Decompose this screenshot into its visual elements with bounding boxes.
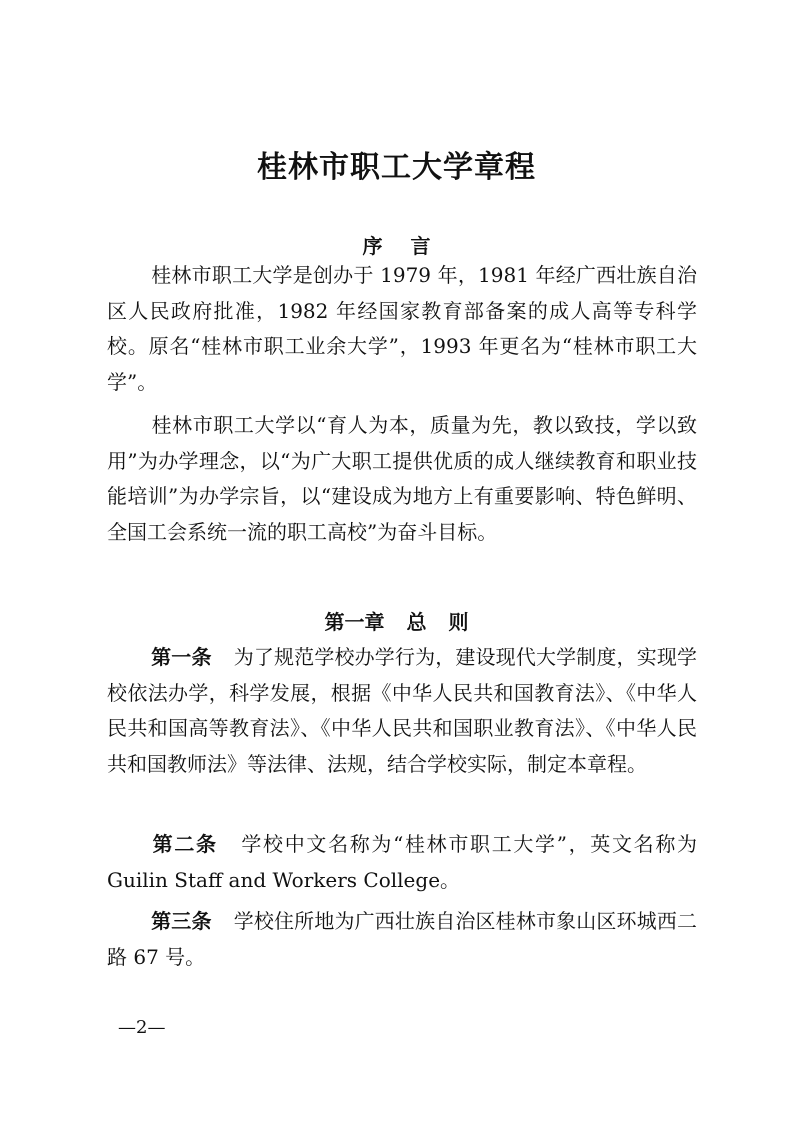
article-1-label: 第一条 [151,645,212,669]
preface-paragraph-2 [107,408,697,550]
preface-paragraph-1 [107,258,697,400]
preface-heading-char-1: 序 [362,234,383,258]
article-1 [107,640,697,782]
preface-heading-char-2: 言 [410,234,431,258]
chapter-1-title-char-2: 则 [448,610,469,634]
preface-heading [0,230,793,259]
preface-paragraph-1-text: 桂林市职工大学是创办于 1979 年，1981 年经广西壮族自治区人民政府批准，1982 年经国家教育部备案的成人高等专科学校。原名“桂林市职工业余大学”，1993 年更名为“桂林市职工大学”。 [107,263,697,394]
article-3-label: 第三条 [151,909,212,933]
article-1-text: 为了规范学校办学行为，建设现代大学制度，实现学校依法办学，科学发展，根据《中华人民共和国教育法》、《中华人民共和国高等教育法》、《中华人民共和国职业教育法》、《中华人民共和国教师法》等法律、法规，结合学校实际，制定本章程。 [107,645,698,776]
article-2 [107,827,697,898]
chapter-1-number: 第一章 [324,610,385,634]
article-3 [107,904,697,975]
article-2-label: 第二条 [151,832,218,856]
article-3-text: 学校住所地为广西壮族自治区桂林市象山区环城西二路 67 号。 [107,909,698,969]
article-2-text: 学校中文名称为“桂林市职工大学”，英文名称为 Guilin Staff and Workers College。 [107,832,697,892]
chapter-1-heading [0,606,793,635]
page-number: —2— [118,1017,166,1038]
chapter-1-title-char-1: 总 [406,610,427,634]
document-title: 桂林市职工大学章程 [257,150,536,185]
preface-paragraph-2-text: 桂林市职工大学以“育人为本，质量为先，教以致技，学以致用”为办学理念，以“为广大职工提供优质的成人继续教育和职业技能培训”为办学宗旨，以“建设成为地方上有重要影响、特色鲜明、全国工会系统一流的职工高校”为奋斗目标。 [107,413,697,544]
